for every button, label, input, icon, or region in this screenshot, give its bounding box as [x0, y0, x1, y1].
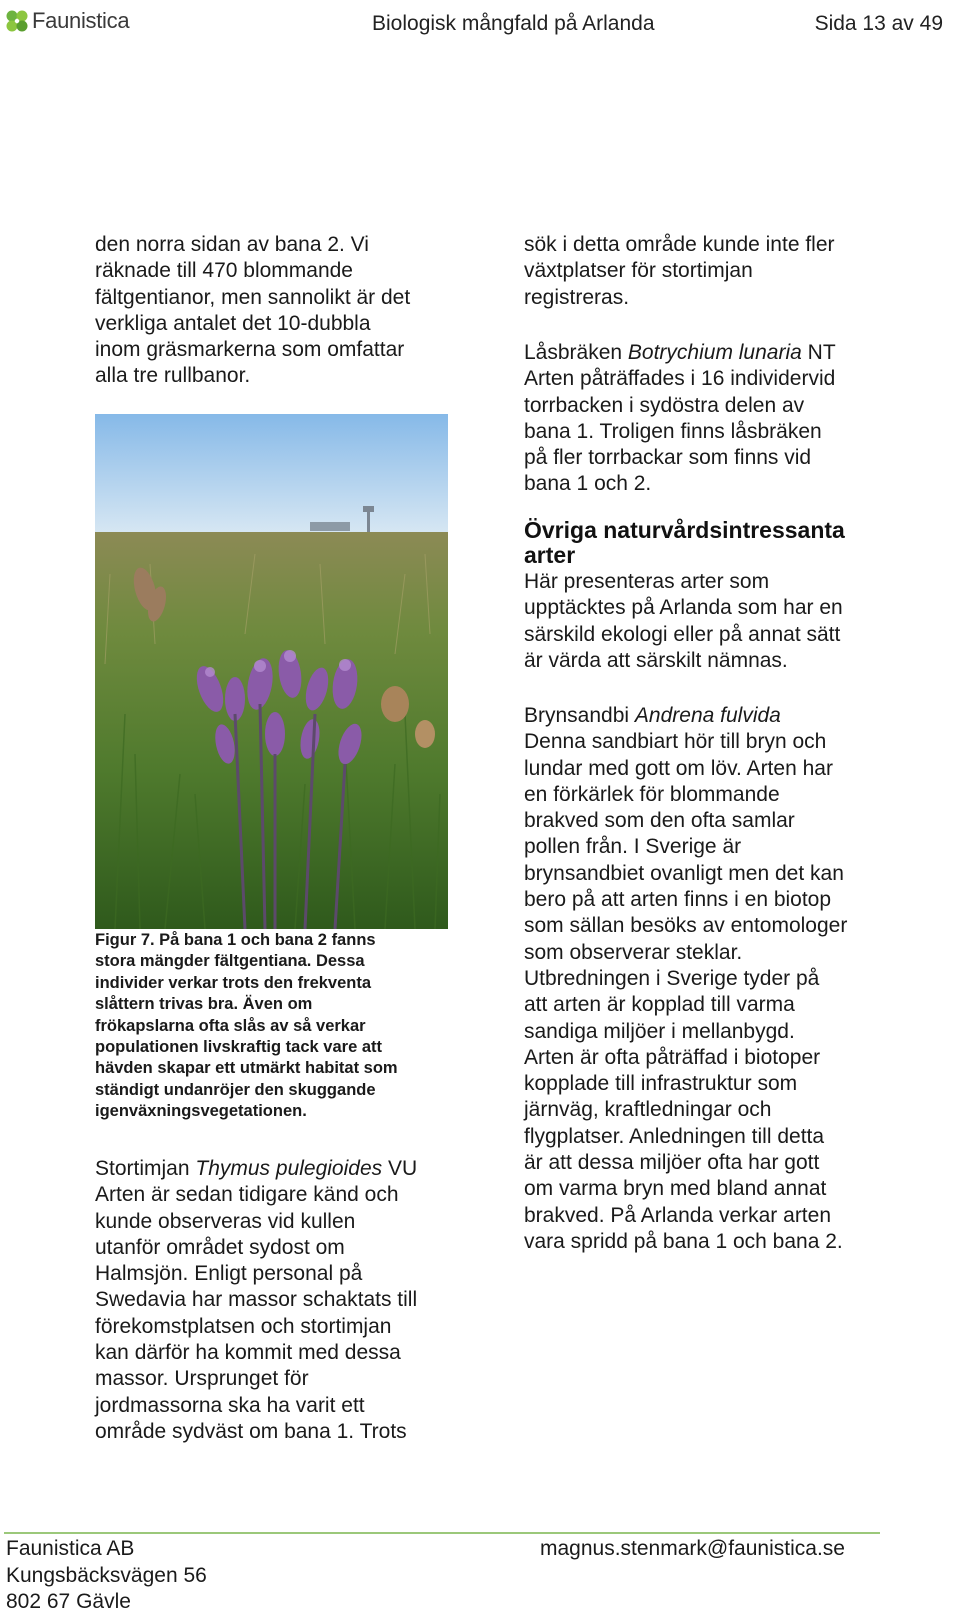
footer-street: Kungsbäcksvägen 56 — [6, 1563, 207, 1587]
species-name: Stortimjan — [95, 1157, 196, 1180]
footer-address — [6, 1536, 207, 1616]
caption-line: frökapslarna ofta slås av så verkar — [95, 1016, 366, 1035]
text-line: växtplatser för stortimjan — [524, 259, 753, 283]
caption-line: stora mängder fältgentiana. Dessa — [95, 952, 365, 971]
caption-line: individer verkar trots den frekventa — [95, 973, 372, 992]
species-name: Låsbräken — [524, 341, 628, 364]
lasbraken-section — [524, 340, 836, 498]
text-line: som observerar steklar. — [524, 940, 743, 964]
text-line: den norra sidan av bana 2. Vi — [95, 233, 369, 256]
text-line: är att dessa miljöer ofta har gott — [524, 1151, 820, 1175]
stortimjan-section — [95, 1156, 417, 1445]
caption-line: Figur 7. På bana 1 och bana 2 fanns — [95, 931, 376, 949]
text-line: utanför området sydost om — [95, 1235, 345, 1259]
text-line: Arten är ofta påträffad i biotoper — [524, 1045, 821, 1069]
section-heading — [524, 518, 845, 568]
text-line: räknade till 470 blommande — [95, 259, 353, 283]
heading-line: arter — [524, 542, 576, 568]
text-line: torrbacken i sydöstra delen av — [524, 393, 805, 417]
text-line: Denna sandbiart hör till bryn och — [524, 730, 827, 754]
text-line: bero på att arten finns i en biotop — [524, 888, 832, 912]
text-line: fältgentianor, men sannolikt är det — [95, 285, 411, 309]
text-line: på fler torrbackar som finns vid — [524, 446, 812, 470]
figure-7-photo-field-gentian — [95, 414, 448, 929]
text-line: om varma bryn med bland annat — [524, 1177, 827, 1201]
text-line: registreras. — [524, 285, 630, 309]
text-line: brakved. På Arlanda verkar arten — [524, 1203, 832, 1227]
logo-text: Faunistica — [32, 8, 130, 33]
species-name: Brynsandbi — [524, 704, 635, 727]
species-heading — [524, 340, 836, 366]
document-title: Biologisk mångfald på Arlanda — [372, 12, 655, 35]
text-line: kan därför ha kommit med dessa — [95, 1341, 401, 1365]
caption-line: hävden skapar ett utmärkt habitat som — [95, 1059, 398, 1078]
footer-city: 802 67 Gävle — [6, 1590, 131, 1613]
text-line: Halmsjön. Enligt personal på — [95, 1262, 363, 1286]
text-line: verkliga antalet det 10-dubbla — [95, 311, 371, 335]
footer-company: Faunistica AB — [6, 1537, 135, 1560]
footer-divider — [4, 1532, 880, 1534]
text-line: massor. Ursprunget för — [95, 1367, 309, 1391]
heading-line: Övriga naturvårdsintressanta — [524, 517, 845, 543]
text-line: område sydväst om bana 1. Trots — [95, 1419, 407, 1443]
text-line: jordmassorna ska ha varit ett — [95, 1393, 365, 1417]
caption-line: slåttern trivas bra. Även om — [95, 995, 313, 1014]
species-status: VU — [382, 1157, 418, 1180]
text-line: upptäcktes på Arlanda som har en — [524, 596, 843, 620]
text-line: inom gräsmarkerna som omfattar — [95, 338, 405, 362]
text-line: bana 1. Troligen finns låsbräken — [524, 419, 822, 443]
text-line: sök i detta område kunde inte fler — [524, 233, 835, 256]
text-line: sandiga miljöer i mellanbygd. — [524, 1019, 795, 1043]
caption-line: populationen livskraftig tack vare att — [95, 1038, 382, 1057]
text-line: Swedavia har massor schaktats till — [95, 1288, 418, 1312]
left-intro-paragraph — [95, 232, 410, 390]
caption-line: igenväxningsvegetationen. — [95, 1102, 307, 1121]
text-line: Arten är sedan tidigare känd och — [95, 1183, 399, 1207]
figure-caption — [95, 930, 398, 1123]
species-latin: Botrychium lunaria — [627, 341, 802, 364]
text-line: lundar med gott om löv. Arten har — [524, 756, 833, 780]
text-line: särskild ekologi eller på annat sätt — [524, 622, 841, 646]
text-line: kopplade till infrastruktur som — [524, 1072, 798, 1096]
text-line: alla tre rullbanor. — [95, 364, 251, 388]
text-line: bana 1 och 2. — [524, 472, 652, 496]
text-line: Arten påträffades i 16 individervid — [524, 367, 836, 391]
text-line: att arten är kopplad till varma — [524, 993, 795, 1017]
right-continuation — [524, 232, 835, 311]
footer-email[interactable]: magnus.stenmark@faunistica.se — [540, 1537, 845, 1560]
page-number: Sida 13 av 49 — [814, 12, 943, 35]
species-latin: Thymus pulegioides — [195, 1157, 383, 1180]
species-status: NT — [801, 341, 836, 364]
clover-logo-icon — [4, 8, 30, 34]
text-line: vara spridd på bana 1 och bana 2. — [524, 1229, 843, 1253]
text-line: en förkärlek för blommande — [524, 782, 780, 806]
text-line: Utbredningen i Sverige tyder på — [524, 966, 820, 990]
text-line: brynsandbiet ovanligt men det kan — [524, 861, 844, 885]
species-heading — [524, 703, 847, 729]
species-latin: Andrena fulvida — [634, 704, 781, 727]
text-line: brakved som den ofta samlar — [524, 809, 795, 833]
text-line: som sällan besöks av entomologer — [524, 914, 848, 938]
species-heading — [95, 1156, 417, 1182]
text-line: pollen från. I Sverige är — [524, 835, 742, 859]
text-line: kunde observeras vid kullen — [95, 1209, 356, 1233]
text-line: Här presenteras arter som — [524, 570, 770, 593]
brynsandbi-section — [524, 703, 847, 1255]
section-intro — [524, 569, 843, 674]
text-line: flygplatser. Anledningen till detta — [524, 1124, 825, 1148]
text-line: är värda att särskilt nämnas. — [524, 648, 788, 672]
faunistica-logo — [4, 6, 129, 36]
caption-line: ständigt undanröjer den skuggande — [95, 1080, 376, 1099]
text-line: förekomstplatsen och stortimjan — [95, 1314, 392, 1338]
text-line: järnväg, kraftledningar och — [524, 1098, 772, 1122]
